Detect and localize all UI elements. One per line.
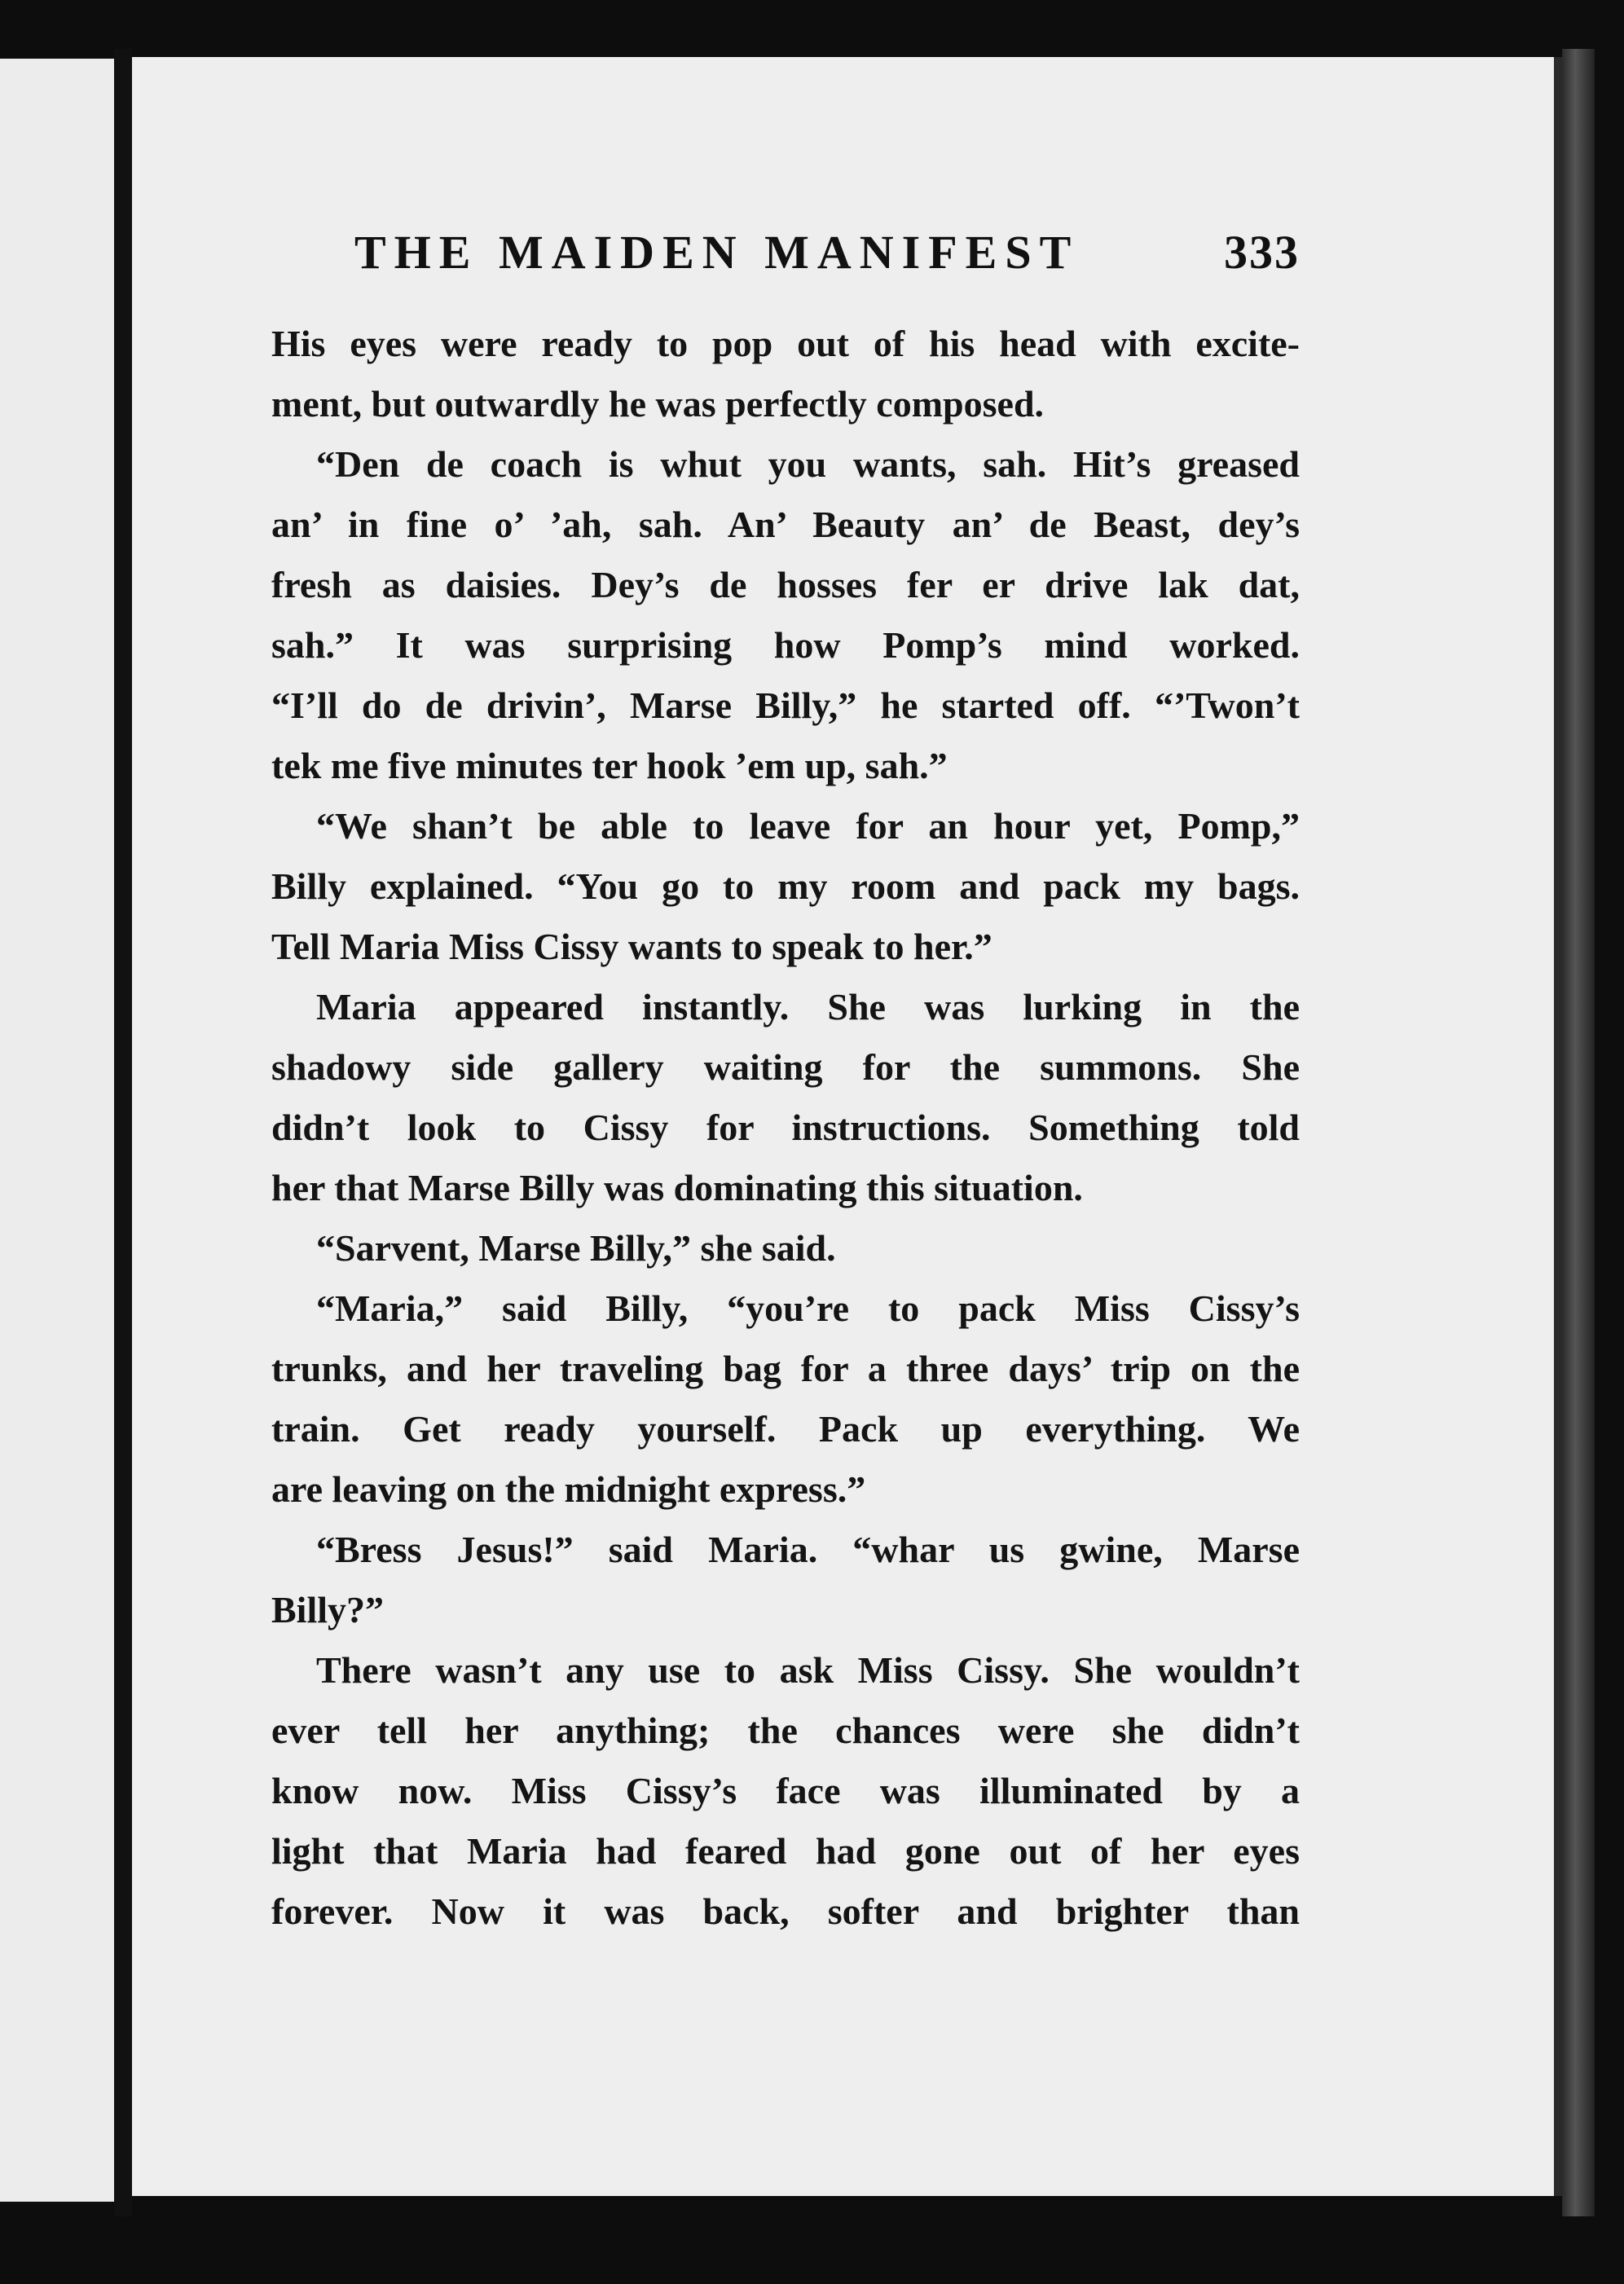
text-line: “I’ll do de drivin’, Marse Billy,” he started off. “’Twon’t <box>271 684 1300 726</box>
text-line: forever. Now it was back, softer and brighter than <box>271 1890 1300 1932</box>
text-line: tek me five minutes ter hook ’em up, sah.” <box>271 745 948 786</box>
text-line: her that Marse Billy was dominating this situation. <box>271 1167 1083 1208</box>
text-line: Billy?” <box>271 1589 385 1630</box>
text-line: “Sarvent, Marse Billy,” she said. <box>316 1227 836 1269</box>
text-line: shadowy side gallery waiting for the summons. She <box>271 1046 1300 1088</box>
text-line: “Den de coach is whut you wants, sah. Hit’s greased <box>316 443 1300 485</box>
text-line: “Maria,” said Billy, “you’re to pack Miss Cissy’s <box>316 1287 1300 1329</box>
text-line: Tell Maria Miss Cissy wants to speak to her.” <box>271 926 992 967</box>
page-edge-shadow <box>1562 49 1595 2216</box>
text-line: His eyes were ready to pop out of his head with excite- <box>271 323 1300 364</box>
text-line: Maria appeared instantly. She was lurking in the <box>316 986 1300 1028</box>
text-line: an’ in fine o’ ’ah, sah. An’ Beauty an’ de Beast, dey’s <box>271 504 1300 545</box>
text-line: are leaving on the midnight express.” <box>271 1468 866 1510</box>
text-line: ment, but outwardly he was perfectly composed. <box>271 383 1045 425</box>
text-line: There wasn’t any use to ask Miss Cissy. She wouldn’t <box>316 1649 1300 1691</box>
text-line: ever tell her anything; the chances were she didn’t <box>271 1710 1300 1751</box>
running-title: THE MAIDEN MANIFEST <box>354 226 1080 279</box>
text-line: trunks, and her traveling bag for a three days’ trip on the <box>271 1348 1300 1389</box>
text-line: train. Get ready yourself. Pack up everything. We <box>271 1408 1300 1450</box>
text-line: know now. Miss Cissy’s face was illuminated by a <box>271 1770 1300 1811</box>
facing-page-edge <box>0 59 114 2202</box>
page-number: 333 <box>1224 226 1300 279</box>
text-line: “We shan’t be able to leave for an hour yet, Pomp,” <box>316 805 1300 847</box>
body-text <box>271 314 1300 1942</box>
text-line: sah.” It was surprising how Pomp’s mind worked. <box>271 624 1300 666</box>
text-line: light that Maria had feared had gone out of her eyes <box>271 1830 1300 1872</box>
text-line: “Bress Jesus!” said Maria. “whar us gwine, Marse <box>316 1529 1300 1570</box>
running-header <box>354 225 1300 279</box>
text-line: Billy explained. “You go to my room and pack my bags. <box>271 865 1300 907</box>
text-line: fresh as daisies. Dey’s de hosses fer er drive lak dat, <box>271 564 1300 605</box>
book-gutter <box>114 49 132 2216</box>
text-line: didn’t look to Cissy for instructions. Something told <box>271 1107 1300 1148</box>
